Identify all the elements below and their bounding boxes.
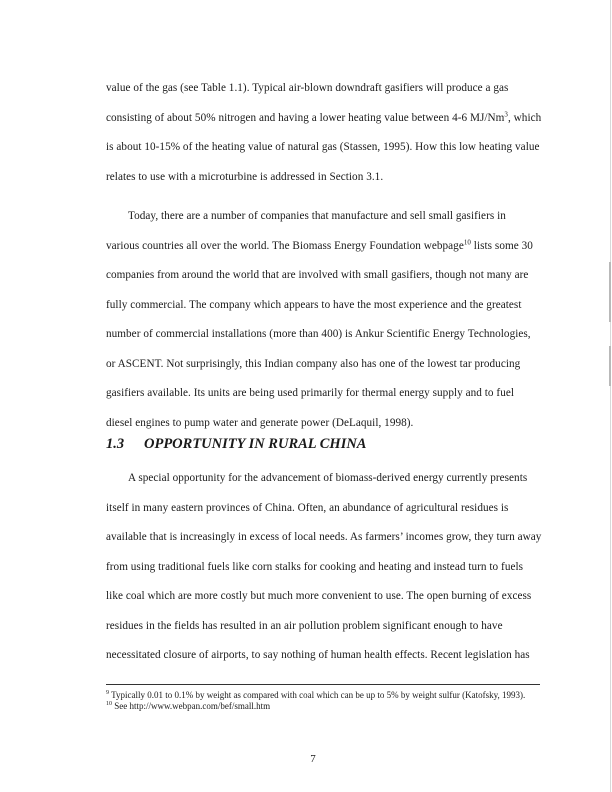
scan-mark <box>609 346 611 386</box>
scan-edge <box>610 0 611 792</box>
paragraph-text: value of the gas (see Table 1.1). Typical air-blown downdraft gasifiers will produce a gas consisting of about 50% nitrogen and having a lower heating value between 4-6 MJ/Nm <box>106 82 509 124</box>
footnote-text: Typically 0.01 to 0.1% by weight as compared with coal which can be up to 5% by weight sulfur (Katofsky, 1993). <box>109 690 526 700</box>
footnotes <box>106 690 536 712</box>
footnote-marker: 9 <box>106 690 109 696</box>
paragraph-gas-heating-value <box>106 74 542 192</box>
scan-mark <box>609 262 611 322</box>
footnote-marker: 10 <box>106 701 112 707</box>
footnote-divider <box>106 684 540 685</box>
paragraph-gasifier-companies <box>106 202 542 438</box>
paragraph-text: lists some 30 companies from around the world that are involved with small gasifiers, though not many are fully commercial. The company which appears to have the most experience and the greatest number of commercial installations (more than 400) is Ankur Scientific Energy Technologies, or ASCENT. Not surprisingly, this Indian company also has one of the lowest tar producing gasifiers available. Its units are being used primarily for thermal energy supply and to fuel diesel engines to pump water and generate power (DeLaquil, 1998). <box>106 239 533 429</box>
paragraph-text: , which is about 10-15% of the heating value of natural gas (Stassen, 1995). How this low heating value relates to use with a microturbine is addressed in Section 3.1. <box>106 111 542 183</box>
footnote-ref-10: 10 <box>463 237 471 246</box>
section-title: OPPORTUNITY IN RURAL CHINA <box>144 436 367 452</box>
page-number: 7 <box>310 753 316 765</box>
superscript-cubed: 3 <box>504 109 508 118</box>
footnote-9 <box>106 690 536 701</box>
footnote-text: See http://www.webpan.com/bef/small.htm <box>112 701 271 711</box>
section-number: 1.3 <box>106 436 125 452</box>
footnote-10 <box>106 701 536 712</box>
paragraph-text: A special opportunity for the advancement of biomass-derived energy currently presents itself in many eastern provinces of China. Often, an abundance of agricultural residues is available that is increasingly in excess of local needs. As farmers’ incomes grow, they turn away from using traditional fuels like corn stalks for cooking and heating and instead turn to fuels like coal which are more costly but much more convenient to use. The open burning of excess residues in the fields has resulted in an air pollution problem significant enough to have necessitated closure of airports, to say nothing of human health effects. Recent legislation has <box>106 472 542 661</box>
paragraph-text: Today, there are a number of companies that manufacture and sell small gasifiers in various countries all over the world. The Biomass Energy Foundation webpage <box>106 210 506 252</box>
section-heading <box>106 436 366 453</box>
paragraph-rural-china <box>106 464 542 671</box>
